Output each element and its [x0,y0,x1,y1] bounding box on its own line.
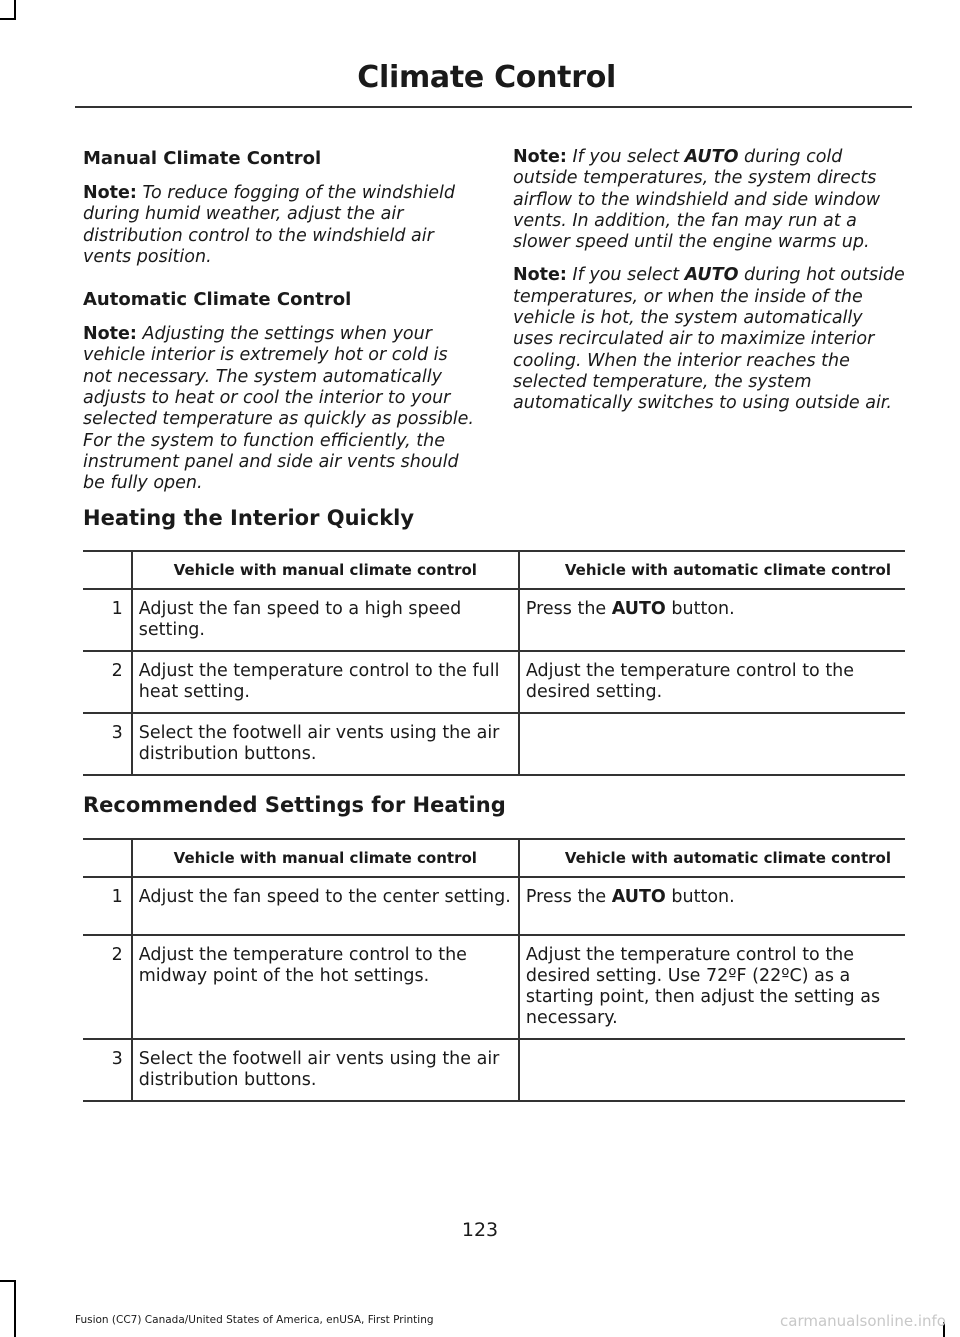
manual-step: Select the footwell air vents using the air distribution buttons. [132,713,519,775]
manual-step: Adjust the fan speed to a high speed setting. [132,589,519,651]
auto-step [519,877,905,935]
step-number: 2 [83,935,132,1039]
manual-column-header: Vehicle with manual climate control [132,839,519,877]
note-text-post: during cold outside temperatures, the system directs airflow to the windshield and side window vents. In addition, the fan may run at a slower speed until the engine warms up. [513,147,881,253]
auto-cold-note [513,147,905,253]
manual-step: Adjust the temperature control to the full heat setting. [132,651,519,713]
step-number: 1 [83,877,132,935]
table-header-row [83,551,905,589]
auto-keyword: AUTO [611,887,666,907]
note-label: Note: [513,265,567,286]
right-column [513,147,905,427]
auto-keyword: AUTO [611,599,666,619]
auto-step-pre: Press the [525,887,607,907]
step-number: 2 [83,651,132,713]
auto-step [519,1039,905,1101]
recommended-heating-table [83,838,905,1102]
crop-mark [0,1280,16,1282]
page-number: 123 [461,1219,499,1241]
auto-step [519,589,905,651]
note-label: Note: [83,324,137,345]
watermark: carmanualsonline.info [780,1312,946,1330]
manual-note [83,183,475,268]
auto-step: Adjust the temperature control to the desired setting. Use 72ºF (22ºC) as a starting point, then adjust the setting as necessary. [519,935,905,1039]
crop-mark [14,1282,16,1337]
note-text-pre: If you select [572,147,680,167]
note-text: Adjusting the settings when your vehicle interior is extremely hot or cold is not necessary. The system automatically adjusts to heat or cool the interior to your selected temperature as quickly as possible. For the system to function efficiently, the instrument panel and side air vents should be fully open. [83,324,474,494]
table-row [83,877,905,935]
manual-step: Adjust the temperature control to the midway point of the hot settings. [132,935,519,1039]
auto-keyword: AUTO [684,147,739,167]
left-column [83,147,475,507]
page-title: Climate Control [357,60,616,95]
auto-climate-heading: Automatic Climate Control [83,289,352,311]
table-row [83,935,905,1039]
auto-step [519,713,905,775]
auto-column-header: Vehicle with automatic climate control [519,551,905,589]
recommended-heating-title: Recommended Settings for Heating [83,793,506,817]
note-text: To reduce fogging of the windshield during humid weather, adjust the air distribution control to the windshield air vents position. [83,183,455,267]
manual-column-header: Vehicle with manual climate control [132,551,519,589]
note-text-pre: If you select [572,265,680,286]
auto-step-post: button. [671,599,735,619]
table-row [83,651,905,713]
auto-step-post: button. [671,887,735,907]
step-number: 3 [83,713,132,775]
note-label: Note: [83,183,137,203]
manual-step: Adjust the fan speed to the center setting. [132,877,519,935]
table-row [83,713,905,775]
number-header [83,839,132,877]
step-number: 3 [83,1039,132,1101]
number-header [83,551,132,589]
footer-text: Fusion (CC7) Canada/United States of America, enUSA, First Printing [75,1314,434,1326]
auto-note [83,324,475,494]
auto-column-header: Vehicle with automatic climate control [519,839,905,877]
note-label: Note: [513,147,567,167]
manual-climate-heading: Manual Climate Control [83,148,322,169]
heating-quickly-table [83,550,905,776]
manual-step: Select the footwell air vents using the air distribution buttons. [132,1039,519,1101]
auto-hot-note [513,265,905,414]
table-header-row [83,839,905,877]
crop-mark [14,0,16,18]
note-text-post: during hot outside temperatures, or when the inside of the vehicle is hot, the system automatically uses recirculated air to maximize interior cooling. When the interior reaches the selected temperature, the system automatically switches to using outside air. [513,265,905,414]
table-row [83,1039,905,1101]
table-row [83,589,905,651]
heating-quickly-title: Heating the Interior Quickly [83,506,415,530]
auto-step-pre: Press the [525,599,607,619]
auto-step: Adjust the temperature control to the desired setting. [519,651,905,713]
header-divider [75,106,912,108]
crop-mark [0,18,16,20]
step-number: 1 [83,589,132,651]
auto-keyword: AUTO [684,265,739,286]
